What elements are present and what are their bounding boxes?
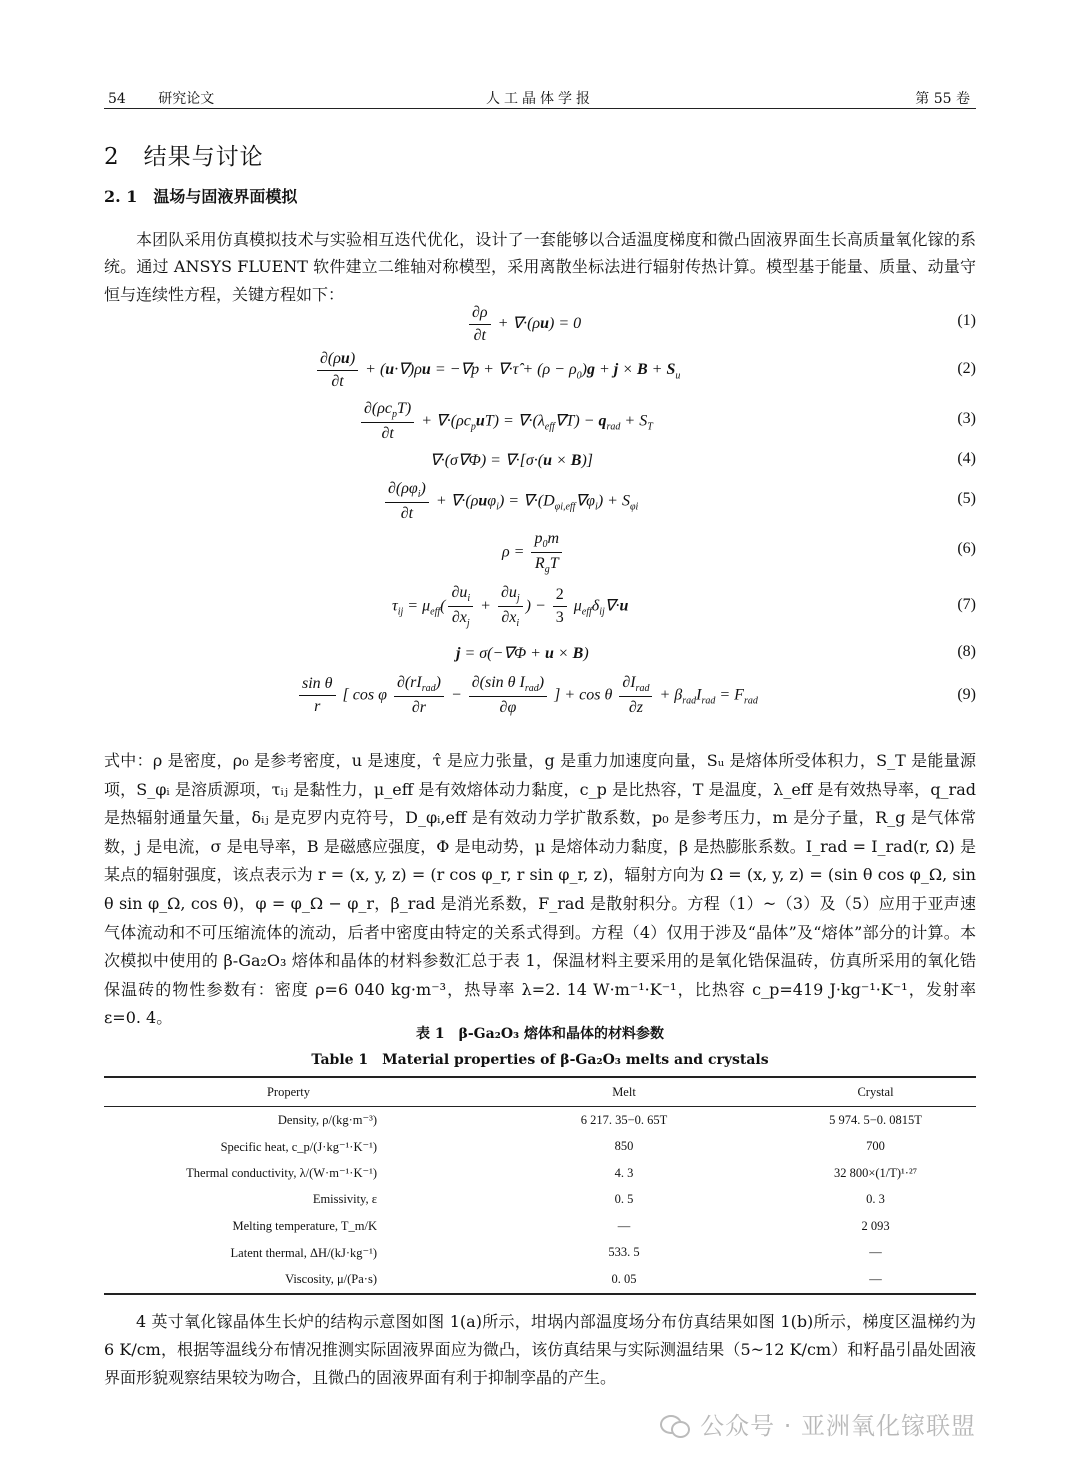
running-header	[104, 86, 976, 109]
watermark	[660, 1406, 976, 1441]
table-row	[104, 1134, 976, 1161]
volume-label: 第 55 卷	[915, 91, 970, 107]
melt-cell: 0. 05	[473, 1266, 775, 1294]
column-header-property: Property	[104, 1077, 473, 1107]
table-caption-en: Table 1 Material properties of β-Ga₂O₃ melts and crystals	[311, 1052, 769, 1068]
equation-number: (9)	[957, 686, 976, 703]
table-row	[104, 1160, 976, 1187]
crystal-cell: —	[775, 1266, 976, 1294]
crystal-cell: —	[869, 1245, 882, 1260]
property-cell: Viscosity, μ/(Pa·s)	[104, 1266, 473, 1294]
melt-cell: 6 217. 35−0. 65T	[580, 1112, 668, 1127]
melt-cell: 850	[614, 1139, 634, 1154]
crystal-cell: 5 974. 5−0. 0815T	[829, 1112, 922, 1127]
table-row	[104, 1213, 976, 1240]
wechat-icon	[660, 1413, 690, 1437]
column-header-melt: Melt	[473, 1077, 775, 1107]
figure-description-paragraph: 4 英寸氧化镓晶体生长炉的结构示意图如图 1(a)所示，坩埚内部温度场分布仿真结果如图 1(b)所示，梯度区温梯约为 6 K/cm，根据等温线分布情况推测实际固液界面应为微凸，该仿真结果与实际测温结果（5~12 K/cm）和籽晶引晶处固液界面形貌观察结果较为吻合，且微凸的固液界面有利于抑制孪晶的产生。	[104, 1312, 976, 1387]
property-cell: Thermal conductivity, λ/(W·m⁻¹·K⁻¹)	[186, 1166, 377, 1181]
crystal-cell: 2 093	[861, 1218, 890, 1233]
melt-cell: 4. 3	[614, 1165, 634, 1180]
property-cell: Density, ρ/(kg·m⁻³)	[277, 1113, 377, 1128]
equation-number: (1)	[957, 312, 976, 329]
journal-name: 人工晶体学报	[486, 91, 594, 107]
equation-number: (4)	[957, 450, 976, 467]
crystal-cell: 700	[866, 1139, 885, 1154]
crystal-cell: 32 800×(1/T)¹·²⁷	[833, 1165, 918, 1180]
table-row	[104, 1240, 976, 1267]
section-type: 研究论文	[158, 91, 215, 107]
melt-cell: 533. 5	[608, 1245, 640, 1260]
intro-paragraph: 本团队采用仿真模拟技术与实验相互迭代优化，设计了一套能够以合适温度梯度和微凸固液界面生长高质量氧化镓的系统。通过 ANSYS FLUENT 软件建立二维轴对称模型，采用离散坐标法进行辐射传热计算。模型基于能量、质量、动量守恒与连续性方程，关键方程如下：	[104, 230, 976, 304]
equation-number: (8)	[957, 643, 976, 660]
melt-cell: 0. 5	[614, 1192, 634, 1207]
crystal-cell: 0. 3	[866, 1192, 885, 1207]
material-properties-table	[104, 1076, 976, 1295]
equation-number: (7)	[957, 596, 976, 613]
column-header-crystal: Crystal	[775, 1077, 976, 1107]
symbol-definitions-paragraph: 式中：ρ 是密度，ρ₀ 是参考密度，u 是速度，τ̂ 是应力张量，g 是重力加速度向量，Sᵤ 是熔体所受体积力，S_T 是能量源项，S_φᵢ 是溶质源项，τᵢⱼ 是黏性力，μ_eff 是有效熔体动力黏度，c_p 是比热容，T 是温度，λ_eff 是有效热导率，q_rad 是热辐射通量矢量，δᵢⱼ 是克罗内克符号，D_φᵢ,eff 是有效动力学扩散系数，p₀ 是参考压力，m 是分子量，R_g 是气体常数，j 是电流，σ 是电导率，B 是磁感应强度，Φ 是电动势，μ 是熔体动力黏度，β 是热膨胀系数。I_rad = I_rad(r, Ω) 是某点的辐射强度，该点表示为 r = (x, y, z) = (r cos φ_r, r sin φ_r, z)，辐射方向为 Ω = (x, y, z) = (sin θ cos φ_Ω, sin θ sin φ_Ω, cos θ)，φ = φ_Ω − φ_r，β_rad 是消光系数，F_rad 是散射积分。方程（1）~（3）及（5）应用于亚声速气体流动和不可压缩流体的流动，后者中密度由特定的关系式得到。方程（4）仅用于涉及“晶体”及“熔体”部分的计算。本次模拟中使用的 β-Ga₂O₃ 熔体和晶体的材料参数汇总于表 1，保温材料主要采用的是氧化锆保温砖，仿真所采用的氧化锆保温砖的物性参数有：密度 ρ=6 040 kg·m⁻³，热导率 λ=2. 14 W·m⁻¹·K⁻¹，比热容 c_p=419 J·kg⁻¹·K⁻¹，发射率 ε=0. 4。	[104, 751, 976, 1028]
watermark-text: 公众号 · 亚洲氧化镓联盟	[700, 1412, 976, 1440]
melt-cell: —	[617, 1218, 631, 1233]
property-cell: Latent thermal, ΔH/(kJ·kg⁻¹)	[230, 1245, 377, 1260]
table-row	[104, 1187, 976, 1214]
table-row	[104, 1107, 976, 1134]
table-caption-cn: 表 1 β-Ga₂O₃ 熔体和晶体的材料参数	[415, 1026, 665, 1042]
property-cell: Melting temperature, T_m/K	[232, 1218, 377, 1233]
page-number: 54	[108, 91, 126, 107]
property-cell: Emissivity, ε	[312, 1192, 377, 1207]
subsection-heading: 2. 1 温场与固液界面模拟	[104, 187, 298, 206]
paper-page: 54 研究论文 人工晶体学报 第 55 卷 2 结果与讨论 2. 1 温场与固液界面模拟 本团队采用仿真模拟技术与实验相互迭代优化，设计了一套能够以合适温度梯度和微凸固液界面生长高质量氧化镓的系统。通过 ANSYS FLUENT 软件建立二维轴对称模型，采用离散坐标法进行辐射传热计算。模型基于能量、质量、动量守恒与连续性方程，关键方程如下： $\frac{\partial\rho}{\partial t}$ + ∇·(ρu) = 0 (1) $\frac{\partial(\rho u)}{\partial t}$ + (u·∇)ρu = −∇p + ∇·τ̂ + $(\rho - \rho_0)g + j \times B + S_u$ (2) $\frac{\partial(\rho c_pT)}{\partial t}$ + $\nabla\cdot(\rho c_puT) = \nabla\cdot(\lambda_{eff}\nabla T) - q_{rad} + S_T$ (3) ∇·(σ∇Φ) = ∇·[σ·(u × B)] (4) $\frac{\partial(\rho\varphi_i)}{\partial t}$ + $\nabla\cdot(\rho u\varphi_i) = \nabla\cdot(D_{\varphi i,eff}\nabla\varphi_i) + S_{\varphi i}$ (5) ρ = $\frac{p_0m}{R_gT}$ (6) $\tau_{ij} = \mu_{eff}$( $\frac{\partial u_i}{\partial x_j}$ + $\frac{\partial u_j}{\partial x_i}$ ) − $\frac{2}{3}$ $\mu_{eff}\delta_{ij}\nabla\cdot u$ (7) j = σ(−∇Φ + u × B) (8) $\frac{\text{sin θ}}{r}$ [ cos φ $\frac{\partial(rI_{rad})}{\partial r}$ − $\frac{\partial(\sin \theta I_{rad})}{\partial\varphi}$ ] + cos θ $\frac{\partial I_{rad}}{\partial z}$ + $\beta_{rad}I_{rad} = F_{rad}$ (9) 式中：ρ 是密度，ρ₀ 是参考密度，u 是速度，τ̂ 是应力张量，g 是重力加速度向量，Sᵤ 是熔体所受体积力，S_T 是能量源项，S_φᵢ 是溶质源项，τᵢⱼ 是黏性力，μ_eff 是有效熔体动力黏度，c_p 是比热容，T 是温度，λ_eff 是有效热导率，q_rad 是热辐射通量矢量，δᵢⱼ 是克罗内克符号，D_φᵢ,eff 是有效动力学扩散系数，p₀ 是参考压力，m 是分子量，R_g 是气体常数，j 是电流，σ 是电导率，B 是磁感应强度，Φ 是电动势，μ 是熔体动力黏度，β 是热膨胀系数。I_rad = I_rad(r, Ω) 是某点的辐射强度，该点表示为 r = (x, y, z) = (r cos φ_r, r sin φ_r, z)，辐射方向为 Ω = (x, y, z) = (sin θ cos φ_Ω, sin θ sin φ_Ω, cos θ)，φ = φ_Ω − φ_r，β_rad 是消光系数，F_rad 是散射积分。方程（1）~（3）及（5）应用于亚声速气体流动和不可压缩流体的流动，后者中密度由特定的关系式得到。方程（4）仅用于涉及“晶体”及“熔体”部分的计算。本次模拟中使用的 β-Ga₂O₃ 熔体和晶体的材料参数汇总于表 1，保温材料主要采用的是氧化锆保温砖，仿真所采用的氧化锆保温砖的物性参数有：密度 ρ=6 040 kg·m⁻³，热导率 λ=2. 14 W·m⁻¹·K⁻¹，比热容 c_p=419 J·kg⁻¹·K⁻¹，发射率 ε=0. 4。 表 1 β-Ga₂O₃ 熔体和晶体的材料参数 Table 1 Material properties of β-Ga₂O₃ melts and crystals Property Melt Crystal Density, ρ/(kg·m⁻³) 6 217. 35−0. 65T 5 974. 5−0. 0815T Specific heat, c_p/(J·kg⁻¹·K⁻¹) 850 700 Thermal conductivity, λ/(W·m⁻¹·K⁻¹) 4. 3 32 800×(1/T)¹·²⁷ Emissivity, ε 0. 5 0. 3 Melting temperature, T_m/K — 2 093 Latent thermal, ΔH/(kJ·kg⁻¹) 533. 5 — Viscosity, μ/(Pa·s) 0. 05 — 4 英寸氧化镓晶体生长炉的结构示意图如图 1(a)所示，坩埚内部温度场分布仿真结果如图 1(b)所示，梯度区温梯约为 6 K/cm，根据等温线分布情况推测实际固液界面应为微凸，该仿真结果与实际测温结果（5~12 K/cm）和籽晶引晶处固液界面形貌观察结果较为吻合，且微凸的固液界面有利于抑制孪晶的产生。 公众号 · 亚洲氧化镓联盟	[0, 0, 1080, 1466]
equation-number: (3)	[957, 410, 976, 427]
equation-number: (2)	[957, 360, 976, 377]
table-row	[104, 1266, 976, 1294]
section-heading: 2 结果与讨论	[104, 144, 264, 170]
equation-number: (5)	[957, 490, 976, 507]
property-cell: Specific heat, c_p/(J·kg⁻¹·K⁻¹)	[220, 1139, 377, 1154]
table-header-row	[104, 1077, 976, 1107]
equation-number: (6)	[957, 540, 976, 557]
